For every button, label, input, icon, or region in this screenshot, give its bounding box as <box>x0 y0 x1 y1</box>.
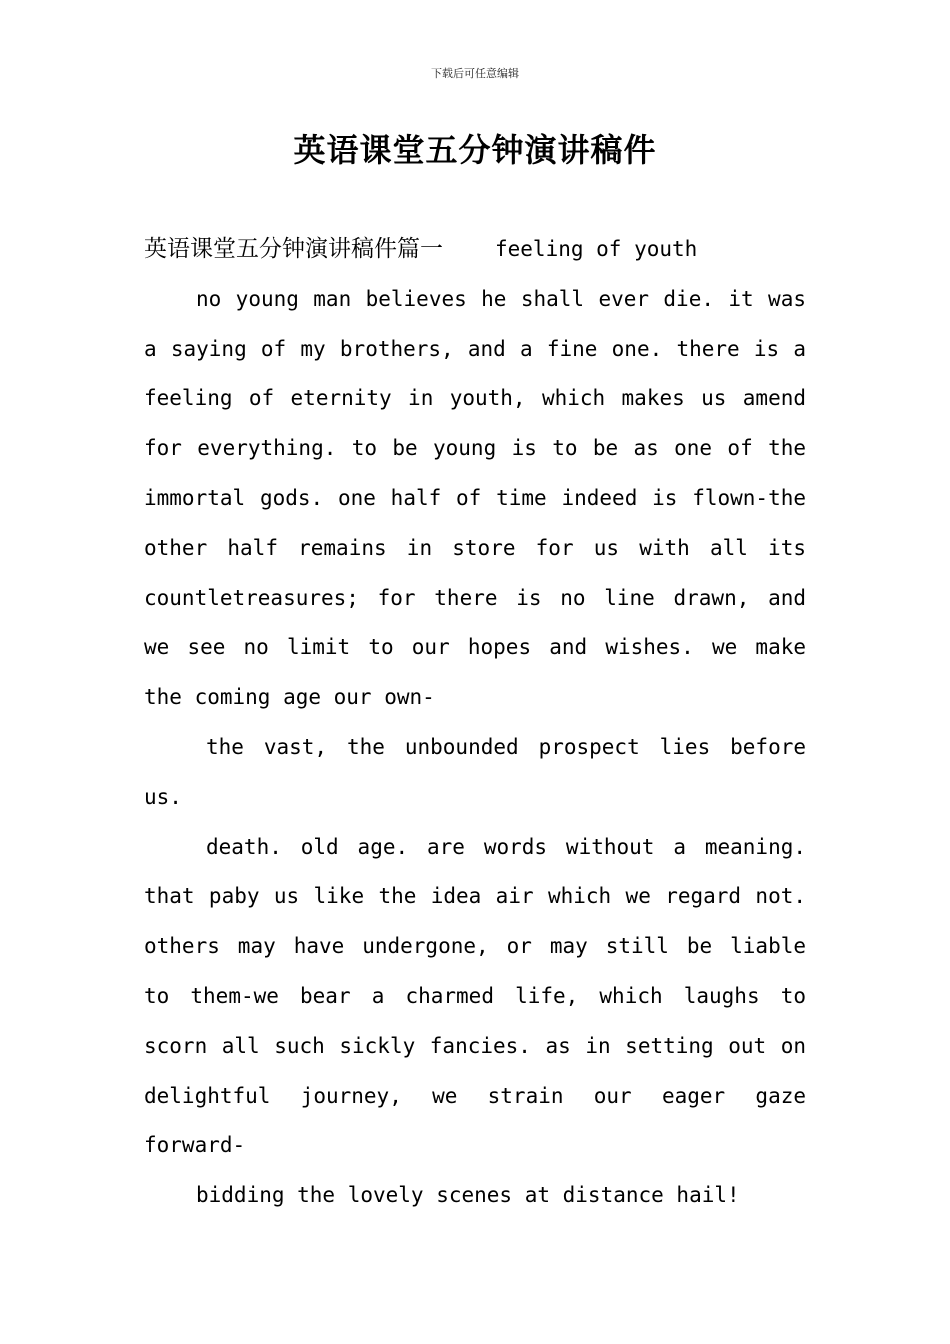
paragraph-line: we see no limit to our hopes and wishes. we make <box>144 635 806 660</box>
section-heading-chinese: 英语课堂五分钟演讲稿件篇一 <box>144 236 443 262</box>
paragraph-line: the coming age our own- <box>144 685 435 710</box>
paragraph-line: for everything. to be young is to be as one of the <box>144 436 806 461</box>
paragraph-line: delightful journey, we strain our eager gaze <box>144 1083 806 1108</box>
paragraph-line: us. <box>144 784 182 809</box>
paragraph-line: a saying of my brothers, and a fine one. there is a <box>144 336 806 361</box>
document-body <box>144 225 806 1221</box>
header-note: 下载后可任意编辑 <box>431 67 519 80</box>
paragraph-line: that paby us like the idea air which we regard not. <box>144 884 806 909</box>
paragraph-line: scorn all such sickly fancies. as in setting out on <box>144 1033 806 1058</box>
paragraph-line: others may have undergone, or may still be liable <box>144 934 806 959</box>
paragraph-line: to them-we bear a charmed life, which laughs to <box>144 983 806 1008</box>
paragraph-line: no young man believes he shall ever die. it was <box>196 286 806 311</box>
paragraph-line: death. old age. are words without a meaning. <box>206 834 806 859</box>
paragraph-line: countletreasures; for there is no line drawn, and <box>144 585 806 610</box>
document-title: 英语课堂五分钟演讲稿件 <box>293 131 657 169</box>
paragraph-line: the vast, the unbounded prospect lies before <box>206 734 806 759</box>
paragraph-line: forward- <box>144 1133 246 1158</box>
section-heading <box>144 225 806 275</box>
paragraph-line: feeling of eternity in youth, which makes us amend <box>144 386 806 411</box>
paragraph-line: other half remains in store for us with all its <box>144 535 806 560</box>
section-heading-english: feeling of youth <box>495 237 698 261</box>
paragraph-line: bidding the lovely scenes at distance hail! <box>196 1183 740 1208</box>
paragraph-line: immortal gods. one half of time indeed is flown-the <box>144 485 806 510</box>
